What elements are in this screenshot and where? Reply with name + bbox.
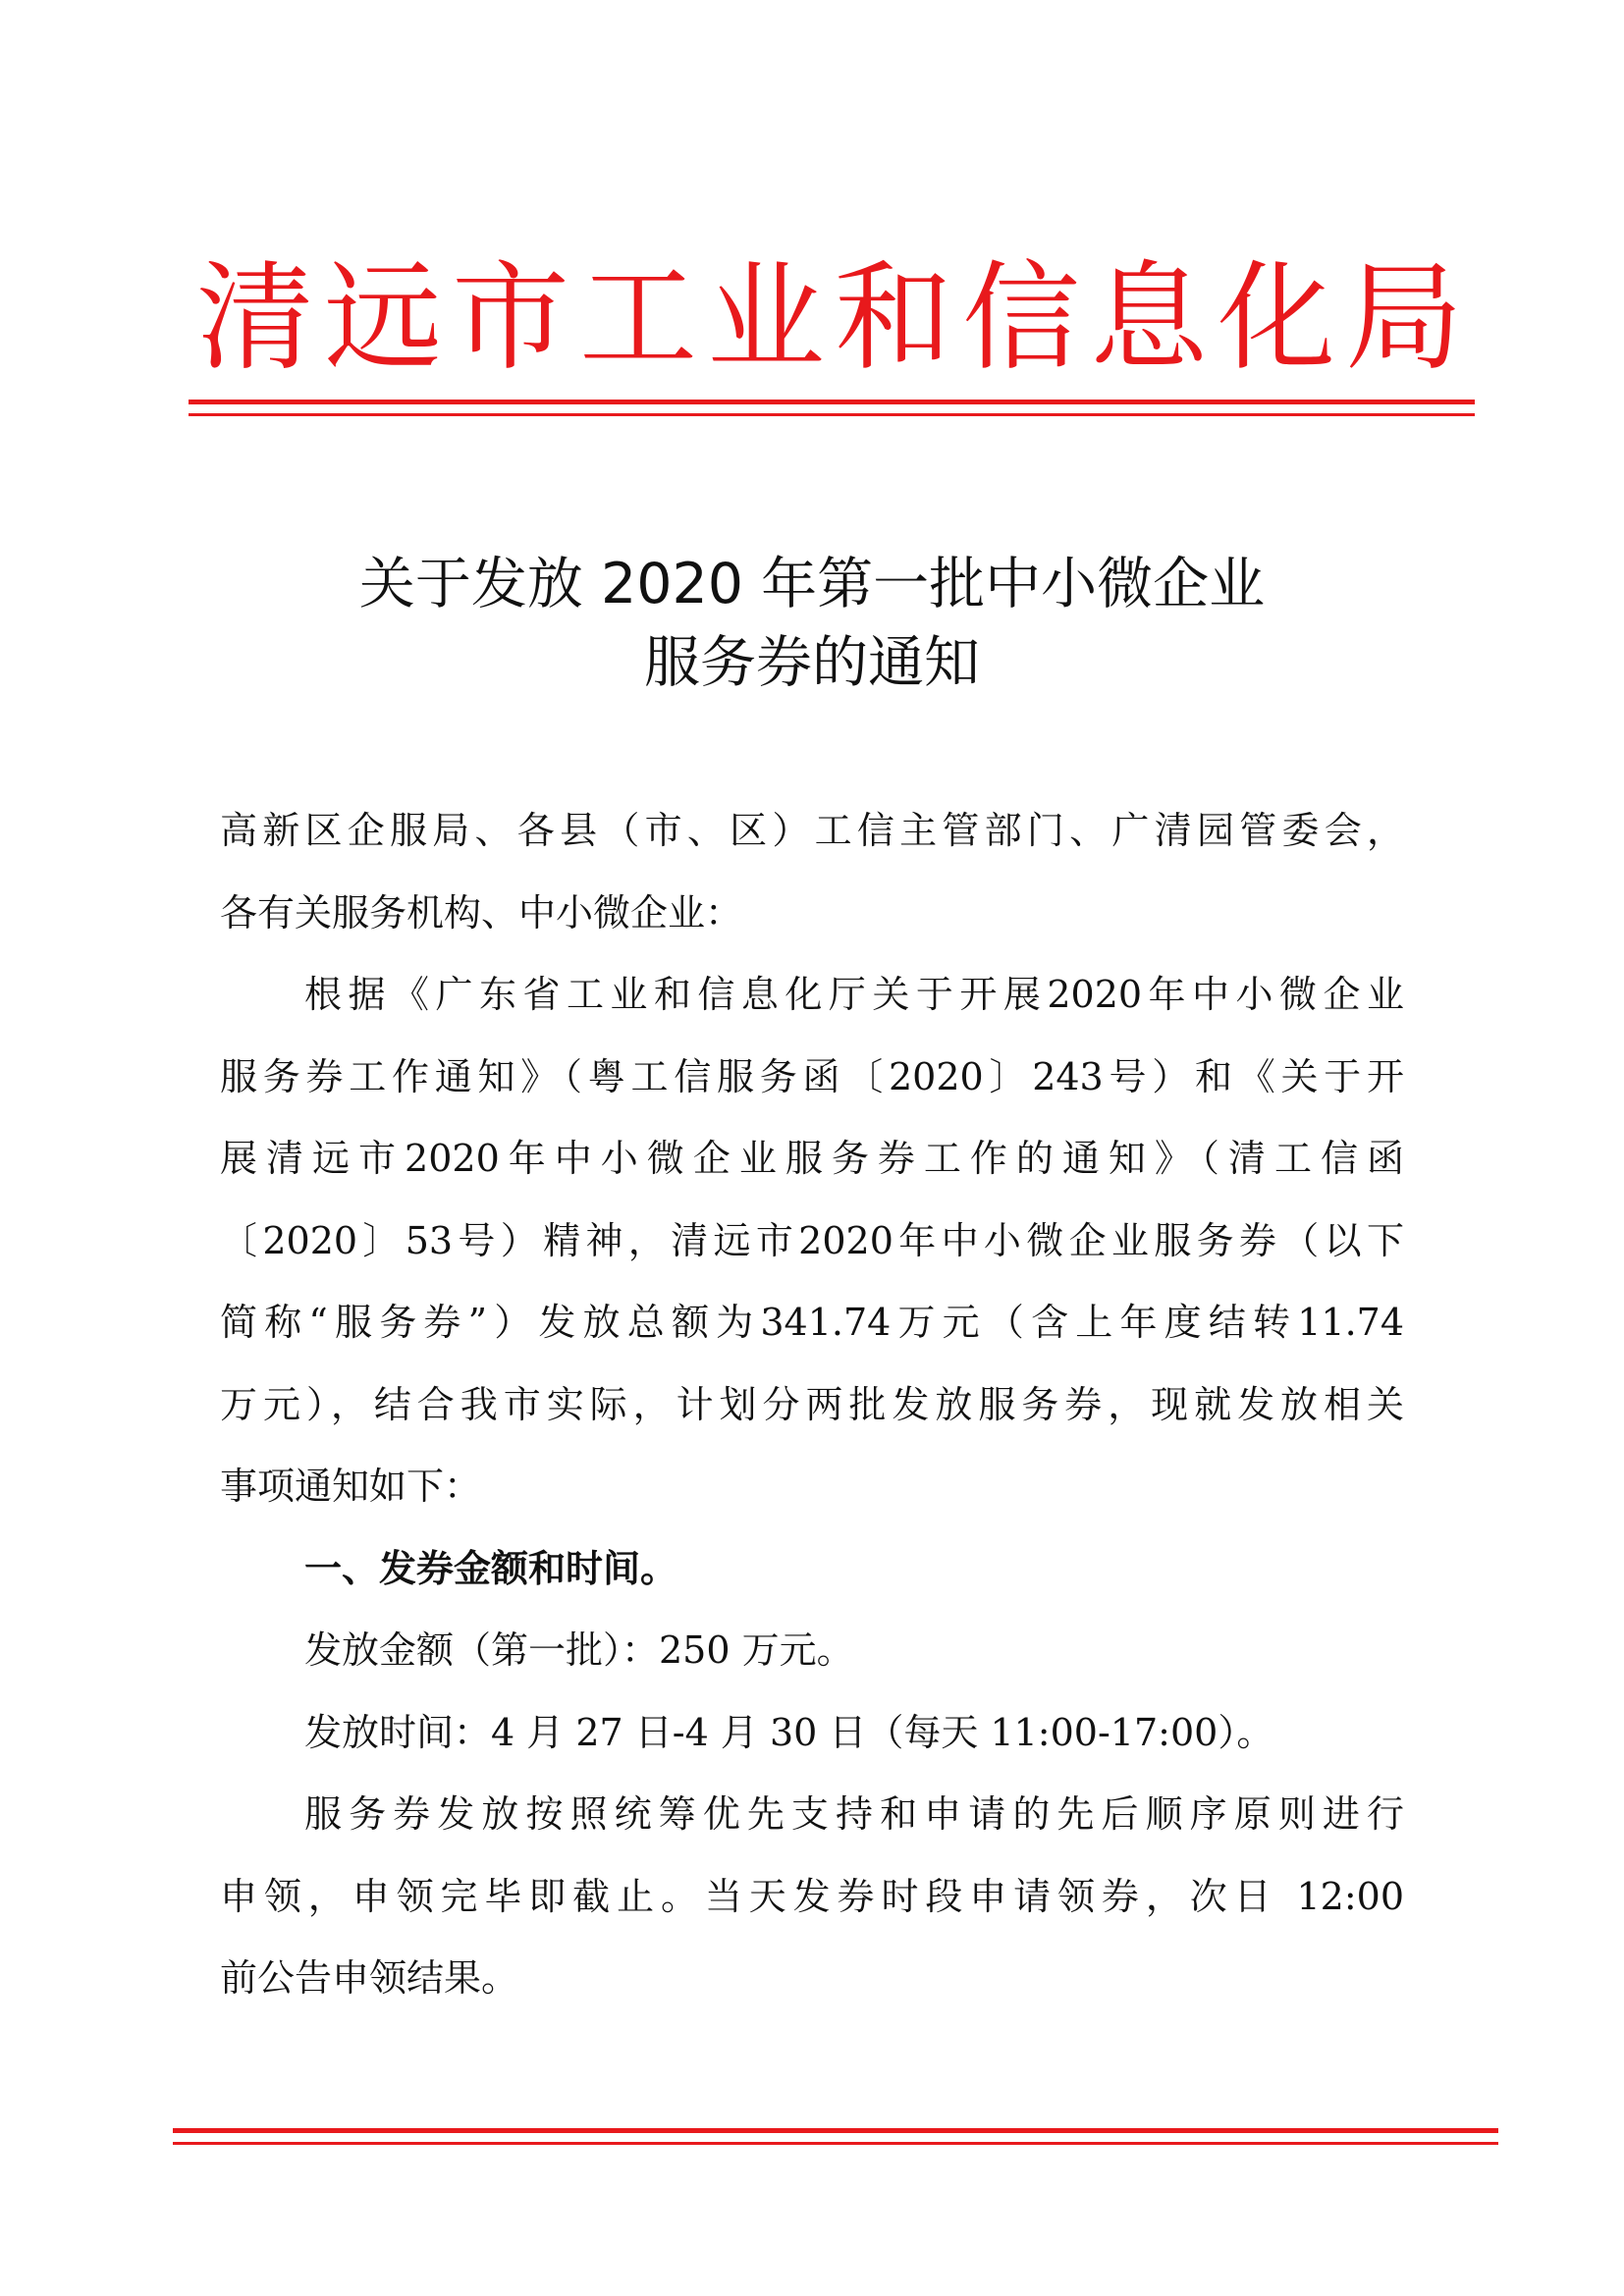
section-heading: 一、发券金额和时间。 (304, 1547, 678, 1590)
letterhead-rule-thick (189, 400, 1475, 404)
body-line: 简称“服务券”）发放总额为341.74万元（含上年度结转11.74 (220, 1301, 1404, 1344)
body-line: 万元），结合我市实际，计划分两批发放服务券，现就发放相关 (220, 1383, 1404, 1426)
body-line: 〔2020〕53号）精神，清远市2020年中小微企业服务券（以下 (220, 1219, 1404, 1262)
body-line: 服务券发放按照统筹优先支持和申请的先后顺序原则进行 (304, 1792, 1404, 1836)
body-line: 展清远市2020年中小微企业服务券工作的通知》（清工信函 (220, 1137, 1404, 1180)
body-line: 事项通知如下： (220, 1465, 482, 1508)
body-line: 根据《广东省工业和信息化厅关于开展2020年中小微企业 (304, 973, 1404, 1016)
document-title-line-2: 服务券的通知 (644, 630, 980, 695)
document-title-line-1: 关于发放 2020 年第一批中小微企业 (358, 552, 1266, 616)
body-line: 申领，申领完毕即截止。当天发券时段申请领券，次日 12:00 (220, 1875, 1404, 1918)
footer-rule-thick (173, 2128, 1498, 2133)
body-line-addressee-1: 高新区企服局、各县（市、区）工信主管部门、广清园管委会， (220, 809, 1404, 852)
letterhead-rule-thin (189, 413, 1475, 416)
letterhead-org-name: 清远市工业和信息化局 (196, 250, 1463, 387)
body-line: 服务券工作通知》（粤工信服务函〔2020〕243号）和《关于开 (220, 1055, 1404, 1098)
body-line: 发放时间：4 月 27 日-4 月 30 日（每天 11:00-17:00）。 (304, 1711, 1274, 1754)
body-line: 前公告申领结果。 (220, 1956, 519, 2000)
body-line: 发放金额（第一批）：250 万元。 (304, 1629, 854, 1672)
body-line-addressee-2: 各有关服务机构、中小微企业： (220, 891, 743, 934)
footer-rule-thin (173, 2142, 1498, 2145)
